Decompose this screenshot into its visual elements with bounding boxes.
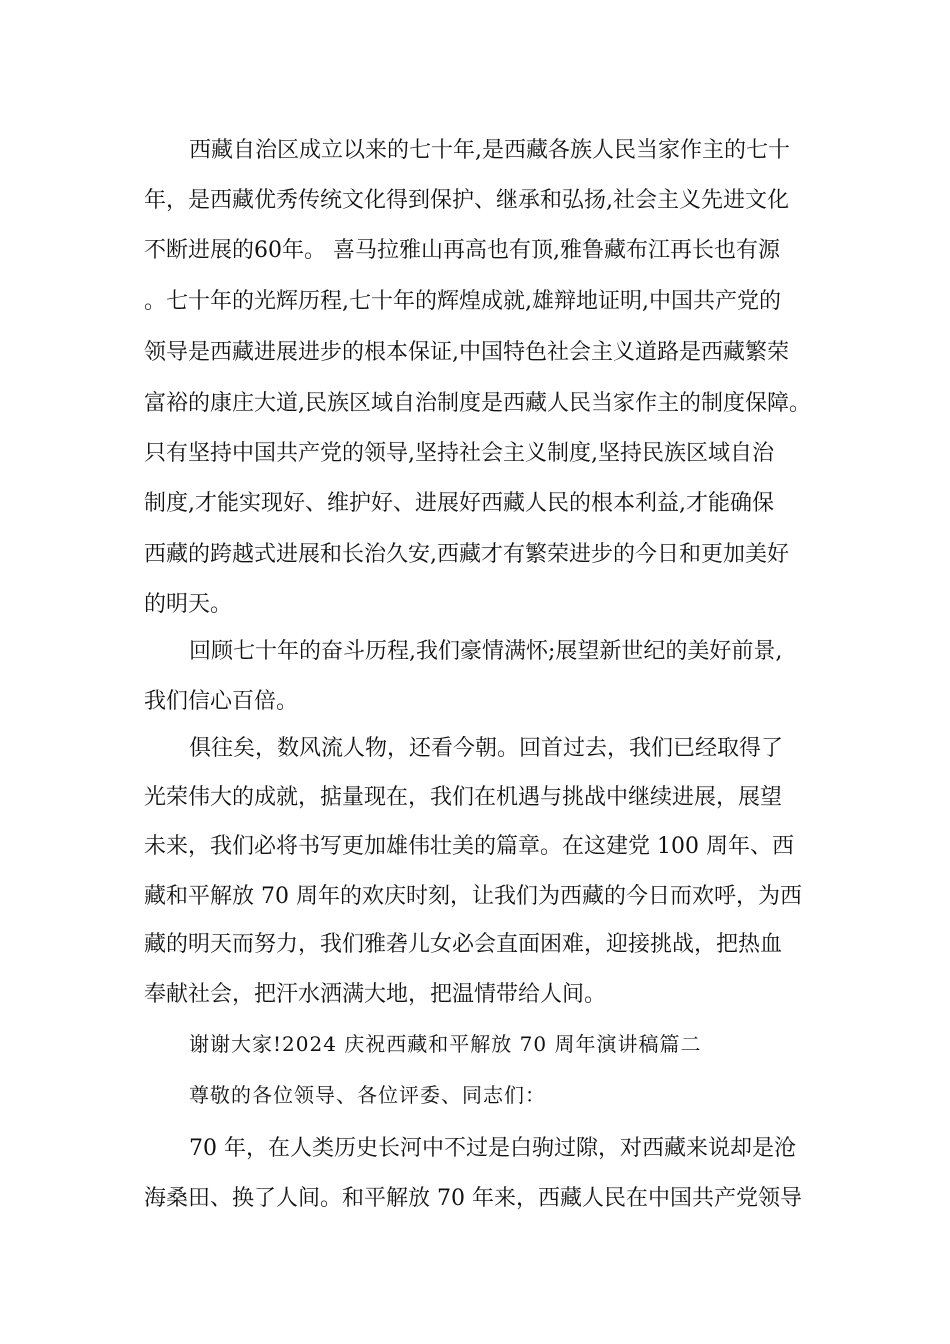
text-line: 只有坚持中国共产党的领导,坚持社会主义制度,坚持民族区域自治 xyxy=(144,441,774,466)
text-line: 藏的明天而努力，我们雅砻儿女必会直面困难，迎接挑战，把热血 xyxy=(144,932,783,957)
text-line: 回顾七十年的奋斗历程,我们豪情满怀;展望新世纪的美好前景, xyxy=(189,639,783,664)
text-line: 俱往矣，数风流人物，还看今朝。回首过去，我们已经取得了 xyxy=(189,736,784,761)
text-line: 西藏自治区成立以来的七十年,是西藏各族人民当家作主的七十 xyxy=(189,138,790,163)
text-line: 光荣伟大的成就，掂量现在，我们在机遇与挑战中继续进展，展望 xyxy=(144,785,783,810)
text-line: 70 年，在人类历史长河中不过是白驹过隙，对西藏来说却是沧 xyxy=(189,1136,796,1161)
text-line: 海桑田、换了人间。和平解放 70 年来，西藏人民在中国共产党领导 xyxy=(144,1186,802,1211)
heading-line: 谢谢大家!2024 庆祝西藏和平解放 70 周年演讲稿篇二 xyxy=(189,1032,702,1056)
text-line: 未来，我们必将书写更加雄伟壮美的篇章。在这建党 100 周年、西 xyxy=(144,834,794,859)
text-line: 的明天。 xyxy=(144,592,233,617)
text-line: 富裕的康庄大道,民族区域自治制度是西藏人民当家作主的制度保障。 xyxy=(144,391,811,416)
text-line: 西藏的跨越式进展和长治久安,西藏才有繁荣进步的今日和更加美好 xyxy=(144,542,789,567)
text-line: 藏和平解放 70 周年的欢庆时刻，让我们为西藏的今日而欢呼，为西 xyxy=(144,884,802,909)
text-line: 年，是西藏优秀传统文化得到保护、继承和弘扬,社会主义先进文化 xyxy=(144,188,789,213)
salutation-line: 尊敬的各位领导、各位评委、同志们： xyxy=(189,1083,546,1107)
text-line: 不断进展的60年。 喜马拉雅山再高也有顶,雅鲁藏布江再长也有源 xyxy=(144,238,780,263)
text-line: 领导是西藏进展进步的根本保证,中国特色社会主义道路是西藏繁荣 xyxy=(144,340,789,365)
text-line: 奉献社会，把汗水洒满大地，把温情带给人间。 xyxy=(144,982,607,1007)
text-line: 制度,才能实现好、维护好、进展好西藏人民的根本利益,才能确保 xyxy=(144,491,774,516)
text-line: 我们信心百倍。 xyxy=(144,689,299,714)
text-line: 。七十年的光辉历程,七十年的辉煌成就,雄辩地证明,中国共产党的 xyxy=(144,289,781,314)
